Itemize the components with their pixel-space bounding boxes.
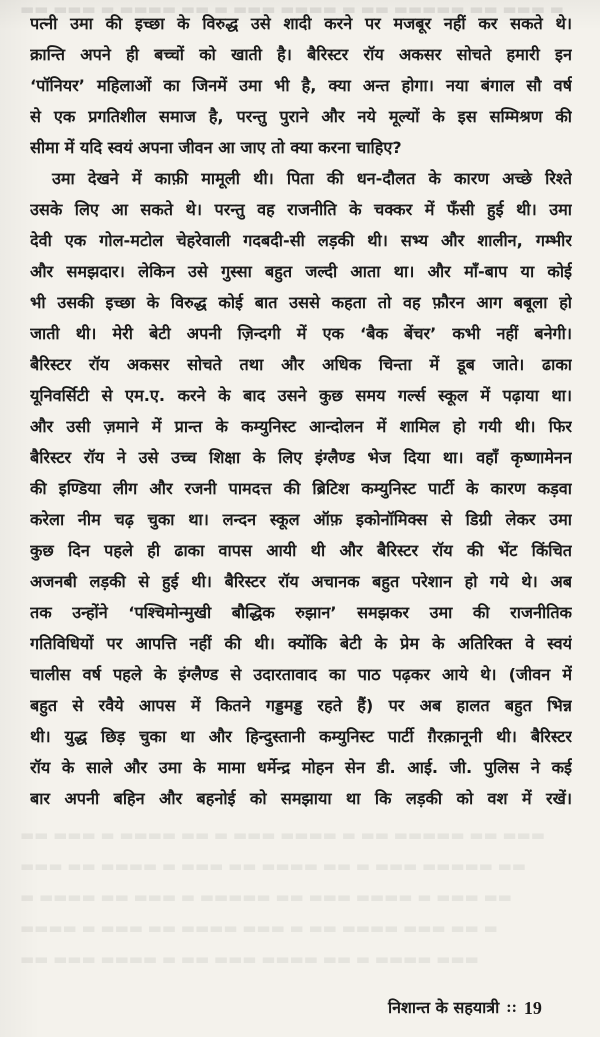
body-text — [30, 8, 572, 808]
text-line: उमा देखने में काफ़ी मामूली थी। पिता की धन-दौलत के कारण अच्छे रिश्ते — [52, 169, 572, 188]
text-line: करेला नीम चढ़ चुका था। लन्दन स्कूल ऑफ़ इकोनॉमिक्स से डिग्री लेकर उमा — [30, 510, 572, 529]
text-line: बहुत से रवैये आपस में कितने गड्डमड्ड रहते हैं) पर अब हालत बहुत भिन्न — [30, 696, 572, 715]
text-line: से एक प्रगतिशील समाज है, परन्तु पुराने और नये मूल्यों के इस सम्मिश्रण की — [30, 107, 572, 126]
text-line: उसके लिए आ सकते थे। परन्तु वह राजनीति के चक्कर में फँसी हुई थी। उमा — [30, 200, 572, 219]
text-line: देवी एक गोल-मटोल चेहरेवाली गदबदी-सी लड़की थी। सभ्य और शालीन, गम्भीर — [30, 231, 572, 250]
text-line: जाती थी। मेरी बेटी अपनी ज़िन्दगी में एक ‘बैक बेंचर’ कभी नहीं बनेगी। — [30, 324, 572, 343]
text-line: भी उसकी इच्छा के विरुद्ध कोई बात उससे कहता तो वह फ़ौरन आग बबूला हो — [30, 293, 572, 312]
text-line: तक उन्होंने ‘पश्चिमोन्मुखी बौद्धिक रुझान’ समझकर उमा की राजनीतिक — [30, 603, 572, 622]
show-through-text-top: ▬▬ ▬▬▬ ▬ ▬▬▬▬ ▬▬ ▬ ▬▬▬ ▬▬▬▬ ▬ ▬▬ ▬▬▬▬▬ ▬▬ ▬▬▬ ▬ — [20, 0, 564, 18]
footer-separator: :: — [506, 999, 517, 1016]
show-through-text-bottom: ▬▬ ▬▬▬ ▬ ▬▬▬▬ ▬▬ ▬ ▬▬▬ ▬▬▬▬ ▬ ▬▬ ▬▬▬▬▬ ▬▬ ▬▬▬ ▬▬▬ ▬▬ ▬▬▬▬ ▬ ▬▬▬ ▬▬ ▬▬▬▬ ▬▬ ▬ ▬▬▬ ▬▬▬▬▬ ▬▬ ▬ ▬▬▬▬ ▬▬ ▬▬▬ ▬ ▬▬▬▬▬ ▬▬ ▬▬▬ ▬▬▬▬ ▬ ▬▬▬ ▬▬ ▬▬▬▬ ▬ ▬▬▬ ▬▬ ▬▬▬▬ ▬▬▬ ▬ ▬▬ ▬▬▬▬ ▬▬▬ ▬▬ ▬ ▬▬ ▬▬▬ ▬▬▬▬ ▬ ▬▬ ▬▬▬ ▬▬▬▬ ▬▬ ▬ ▬▬▬▬ ▬▬▬ — [20, 826, 545, 968]
text-line: सीमा में यदि स्वयं अपना जीवन आ जाए तो क्या करना चाहिए? — [30, 138, 402, 157]
text-line: की इण्डिया लीग और रजनी पामदत्त की ब्रिटिश कम्युनिस्ट पार्टी के कारण कड़वा — [30, 479, 572, 498]
text-line: यूनिवर्सिटी से एम.ए. करने के बाद उसने कुछ समय गर्ल्स स्कूल में पढ़ाया था। — [30, 386, 572, 405]
page-number: 19 — [523, 998, 542, 1018]
text-line: ‘पॉनियर’ महिलाओं का जिनमें उमा भी है, क्या अन्त होगा। नया बंगाल सौ वर्ष — [30, 76, 572, 95]
running-title: निशान्त के सहयात्री — [388, 998, 500, 1017]
text-line: कुछ दिन पहले ही ढाका वापस आयी थी और बैरिस्टर रॉय की भेंट किंचित — [30, 541, 572, 560]
text-line: क्रान्ति अपने ही बच्चों को खाती है। बैरिस्टर रॉय अकसर सोचते हमारी इन — [30, 45, 572, 64]
page-footer — [388, 996, 568, 1020]
text-line: बैरिस्टर रॉय अकसर सोचते तथा और अधिक चिन्ता में डूब जाते। ढाका — [30, 355, 572, 374]
text-line: और समझदार। लेकिन उसे गुस्सा बहुत जल्दी आता था। और माँ-बाप या कोई — [30, 262, 572, 281]
text-line: थी। युद्ध छिड़ चुका था और हिन्दुस्तानी कम्युनिस्ट पार्टी ग़ैरक़ानूनी थी। बैरिस्टर — [30, 727, 572, 746]
text-line: बैरिस्टर रॉय ने उसे उच्च शिक्षा के लिए इंग्लैण्ड भेज दिया था। वहाँ कृष्णामेनन — [30, 448, 572, 467]
paragraph-2 — [30, 163, 572, 808]
text-line: और उसी ज़माने में प्रान्त के कम्युनिस्ट आन्दोलन में शामिल हो गयी थी। फिर — [30, 417, 572, 436]
text-line: रॉय के साले और उमा के मामा धर्मेन्द्र मोहन सेन डी. आई. जी. पुलिस ने कई — [30, 758, 572, 777]
paragraph-1 — [30, 8, 572, 163]
text-line: गतिविधियों पर आपत्ति नहीं की थी। क्योंकि बेटी के प्रेम के अतिरिक्त वे स्वयं — [30, 634, 572, 653]
text-line: पत्नी उमा की इच्छा के विरुद्ध उसे शादी करने पर मजबूर नहीं कर सकते थे। — [30, 14, 572, 33]
text-line: बार अपनी बहिन और बहनोई को समझाया था कि लड़की को वश में रखें। — [30, 789, 572, 808]
text-line: अजनबी लड़की से हुई थी। बैरिस्टर रॉय अचानक बहुत परेशान हो गये थे। अब — [30, 572, 572, 591]
text-line: चालीस वर्ष पहले के इंग्लैण्ड से उदारतावाद का पाठ पढ़कर आये थे। (जीवन में — [30, 665, 572, 684]
